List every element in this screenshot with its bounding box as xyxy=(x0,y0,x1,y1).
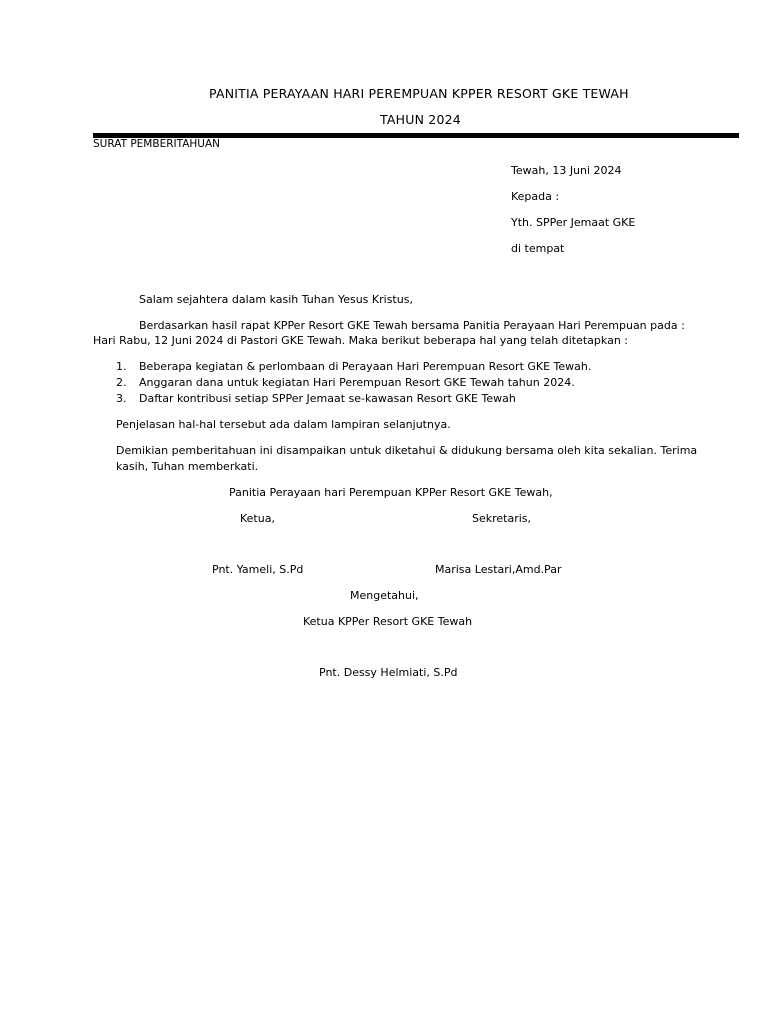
recipient-location: di tempat xyxy=(511,242,565,255)
committee-name: Panitia Perayaan hari Perempuan KPPer Resort GKE Tewah, xyxy=(229,486,553,499)
closing-line-2: kasih, Tuhan memberkati. xyxy=(116,460,259,473)
place-date: Tewah, 13 Juni 2024 xyxy=(511,164,622,177)
header-year: TAHUN 2024 xyxy=(380,112,461,127)
head-title: Ketua KPPer Resort GKE Tewah xyxy=(303,615,473,628)
list-item-number: 1. xyxy=(116,360,127,373)
header-title: PANITIA PERAYAAN HARI PEREMPUAN KPPER RESORT GKE TEWAH xyxy=(209,86,629,101)
list-item-text: Beberapa kegiatan & perlombaan di Perayaan Hari Perempuan Resort GKE Tewah. xyxy=(139,360,592,373)
list-item-number: 2. xyxy=(116,376,127,389)
explanation: Penjelasan hal-hal tersebut ada dalam lampiran selanjutnya. xyxy=(116,418,451,431)
intro-line-2: Hari Rabu, 12 Juni 2024 di Pastori GKE Tewah. Maka berikut beberapa hal yang telah ditetapkan : xyxy=(93,334,628,347)
greeting: Salam sejahtera dalam kasih Tuhan Yesus Kristus, xyxy=(139,293,413,306)
list-item-text: Daftar kontribusi setiap SPPer Jemaat se-kawasan Resort GKE Tewah xyxy=(139,392,516,405)
secretary-name: Marisa Lestari,Amd.Par xyxy=(435,563,562,576)
chair-name: Pnt. Yameli, S.Pd xyxy=(212,563,304,576)
chair-title: Ketua, xyxy=(240,512,275,525)
to-label: Kepada : xyxy=(511,190,560,203)
secretary-title: Sekretaris, xyxy=(472,512,532,525)
head-name: Pnt. Dessy Helmiati, S.Pd xyxy=(319,666,458,679)
list-item-number: 3. xyxy=(116,392,127,405)
closing-line-1: Demikian pemberitahuan ini disampaikan untuk diketahui & didukung bersama oleh kita sekalian. Terima xyxy=(116,444,698,457)
letter-type: SURAT PEMBERITAHUAN xyxy=(93,138,220,150)
list-item-text: Anggaran dana untuk kegiatan Hari Perempuan Resort GKE Tewah tahun 2024. xyxy=(139,376,575,389)
recipient: Yth. SPPer Jemaat GKE xyxy=(511,216,636,229)
acknowledged-label: Mengetahui, xyxy=(350,589,419,602)
intro-line-1: Berdasarkan hasil rapat KPPer Resort GKE Tewah bersama Panitia Perayaan Hari Perempuan pada : xyxy=(139,319,685,332)
